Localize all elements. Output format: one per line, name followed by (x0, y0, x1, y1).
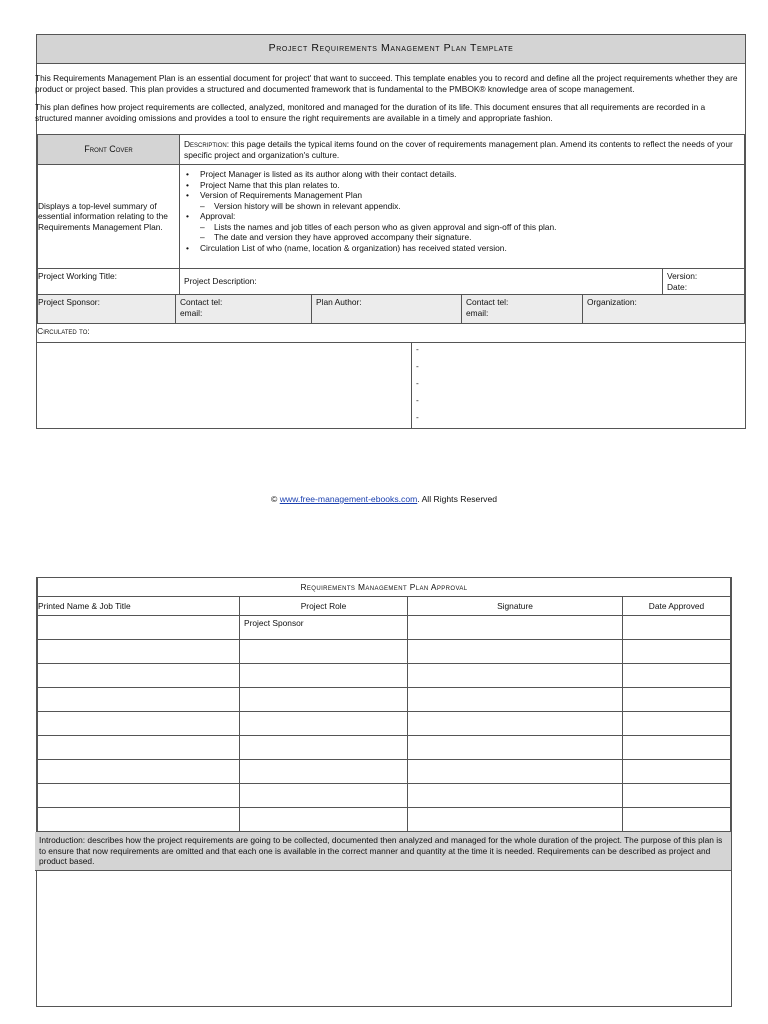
role-cell[interactable]: Project Sponsor (240, 616, 408, 640)
name-cell[interactable] (38, 808, 240, 832)
page-title: Project Requirements Management Plan Template (37, 34, 745, 64)
signature-cell[interactable] (408, 664, 623, 688)
name-cell[interactable] (38, 664, 240, 688)
table-row (38, 640, 731, 664)
date-cell[interactable] (623, 760, 731, 784)
date-cell[interactable] (623, 640, 731, 664)
date-cell[interactable] (623, 736, 731, 760)
author-contact-field[interactable] (462, 295, 583, 324)
description-label: Description: (184, 139, 230, 149)
approval-table (37, 577, 731, 832)
intro-paragraph-2: This plan defines how project requirements are collected, analyzed, monitored and managed for the duration of its life. This document ensures that all requirements are recorded in a structured manner avoiding omissions and provides a tool to ensure the right requirements are available in a timely and appropriate fashion. (35, 102, 706, 123)
approval-title: Requirements Management Plan Approval (38, 578, 731, 597)
front-cover-bullets (180, 165, 745, 269)
column-header-date: Date Approved (623, 597, 731, 616)
bullet-item: • Version of Requirements Management Plan (186, 190, 742, 201)
role-cell[interactable] (240, 784, 408, 808)
circulation-list-left[interactable] (37, 343, 412, 428)
name-cell[interactable] (38, 760, 240, 784)
signature-cell[interactable] (408, 712, 623, 736)
role-cell[interactable] (240, 712, 408, 736)
name-cell[interactable] (38, 784, 240, 808)
circulated-to-label: Circulated to: (37, 324, 745, 343)
signature-cell[interactable] (408, 760, 623, 784)
date-label: Date: (667, 281, 688, 292)
project-sponsor-field[interactable]: Project Sponsor: (38, 295, 176, 324)
sponsor-contact-field[interactable] (176, 295, 312, 324)
copyright-footer (0, 494, 768, 505)
introduction-content-area[interactable] (37, 871, 731, 1011)
date-cell[interactable] (623, 616, 731, 640)
role-cell[interactable] (240, 736, 408, 760)
name-cell[interactable] (38, 712, 240, 736)
table-row (38, 712, 731, 736)
description-text: this page details the typical items found on the cover of requirements management plan. Amend its contents to reflect the needs of your specific project and organization's culture. (184, 139, 733, 160)
role-cell[interactable] (240, 664, 408, 688)
bullet-item: • Project Manager is listed as its author along with their contact details. (186, 169, 742, 180)
template-page (36, 34, 746, 429)
name-cell[interactable] (38, 736, 240, 760)
signature-cell[interactable] (408, 808, 623, 832)
organization-field[interactable]: Organization: (583, 295, 745, 324)
signature-cell[interactable] (408, 784, 623, 808)
signature-cell[interactable] (408, 736, 623, 760)
sub-bullet-item: – Version history will be shown in relevant appendix. (186, 201, 742, 212)
date-cell[interactable] (623, 712, 731, 736)
front-cover-description (180, 135, 745, 165)
table-row (38, 664, 731, 688)
contact-tel-label: Contact tel: (180, 297, 223, 307)
table-row (38, 616, 731, 640)
intro-section (35, 64, 745, 134)
rights-text: . All Rights Reserved (417, 494, 498, 504)
contact-fields-row (37, 294, 745, 324)
circulation-dash: - (416, 412, 419, 422)
introduction-section: Introduction: describes how the project requirements are going to be collected, documented then analyzed and managed for the whole duration of the project. The purpose of this plan is to ensure that now requirements are omitted and that each one is available in the correct manner and quantity at the time it is needed. Requirements can be described as project and product based. (35, 832, 731, 871)
column-header-name: Printed Name & Job Title (38, 597, 240, 616)
front-cover-summary: Displays a top-level summary of essential information relating to the Requirements Management Plan. (38, 165, 180, 269)
front-cover-heading: Front Cover (38, 135, 180, 165)
column-header-role: Project Role (240, 597, 408, 616)
front-cover-table (37, 134, 745, 269)
project-fields-row (37, 268, 745, 295)
circulation-list (37, 343, 745, 429)
table-row (38, 808, 731, 832)
contact-tel-label: Contact tel: (466, 297, 509, 307)
signature-cell[interactable] (408, 688, 623, 712)
column-header-signature: Signature (408, 597, 623, 616)
project-working-title-field[interactable]: Project Working Title: (38, 269, 180, 295)
sub-bullet-item: – Lists the names and job titles of each person who as given approval and sign-off of this plan. (186, 222, 742, 233)
signature-cell[interactable] (408, 616, 623, 640)
name-cell[interactable] (38, 616, 240, 640)
table-row (38, 784, 731, 808)
bullet-item: • Approval: (186, 211, 742, 222)
version-label: Version: (667, 271, 698, 281)
role-cell[interactable] (240, 760, 408, 784)
project-description-field[interactable]: Project Description: (180, 269, 663, 295)
sub-bullet-item: – The date and version they have approved accompany their signature. (186, 232, 742, 243)
email-label: email: (180, 307, 203, 318)
role-cell[interactable] (240, 640, 408, 664)
approval-page (36, 577, 732, 1007)
plan-author-field[interactable]: Plan Author: (312, 295, 462, 324)
website-link[interactable]: www.free-management-ebooks.com (279, 494, 418, 504)
circulation-dash: - (416, 344, 419, 354)
version-date-field[interactable] (663, 269, 745, 295)
bullet-item: • Project Name that this plan relates to. (186, 180, 742, 191)
circulation-dash: - (416, 361, 419, 371)
name-cell[interactable] (38, 640, 240, 664)
signature-cell[interactable] (408, 640, 623, 664)
date-cell[interactable] (623, 664, 731, 688)
circulation-dash: - (416, 378, 419, 388)
intro-paragraph-1: This Requirements Management Plan is an essential document for project' that want to succeed. This template enables you to record and define all the project requirements whether they are product or project based. This plan provides a structured and documented framework that is fundamental to the PMBOK® knowledge area of scope management. (35, 73, 738, 94)
email-label: email: (466, 307, 489, 318)
table-row (38, 688, 731, 712)
copyright-symbol: © (270, 494, 280, 504)
circulation-list-right[interactable] (412, 343, 745, 428)
bullet-item: • Circulation List of who (name, location & organization) has received stated version. (186, 243, 742, 254)
table-row (38, 736, 731, 760)
date-cell[interactable] (623, 688, 731, 712)
name-cell[interactable] (38, 688, 240, 712)
role-cell[interactable] (240, 808, 408, 832)
table-row (38, 760, 731, 784)
date-cell[interactable] (623, 808, 731, 832)
date-cell[interactable] (623, 784, 731, 808)
circulation-dash: - (416, 395, 419, 405)
role-cell[interactable] (240, 688, 408, 712)
